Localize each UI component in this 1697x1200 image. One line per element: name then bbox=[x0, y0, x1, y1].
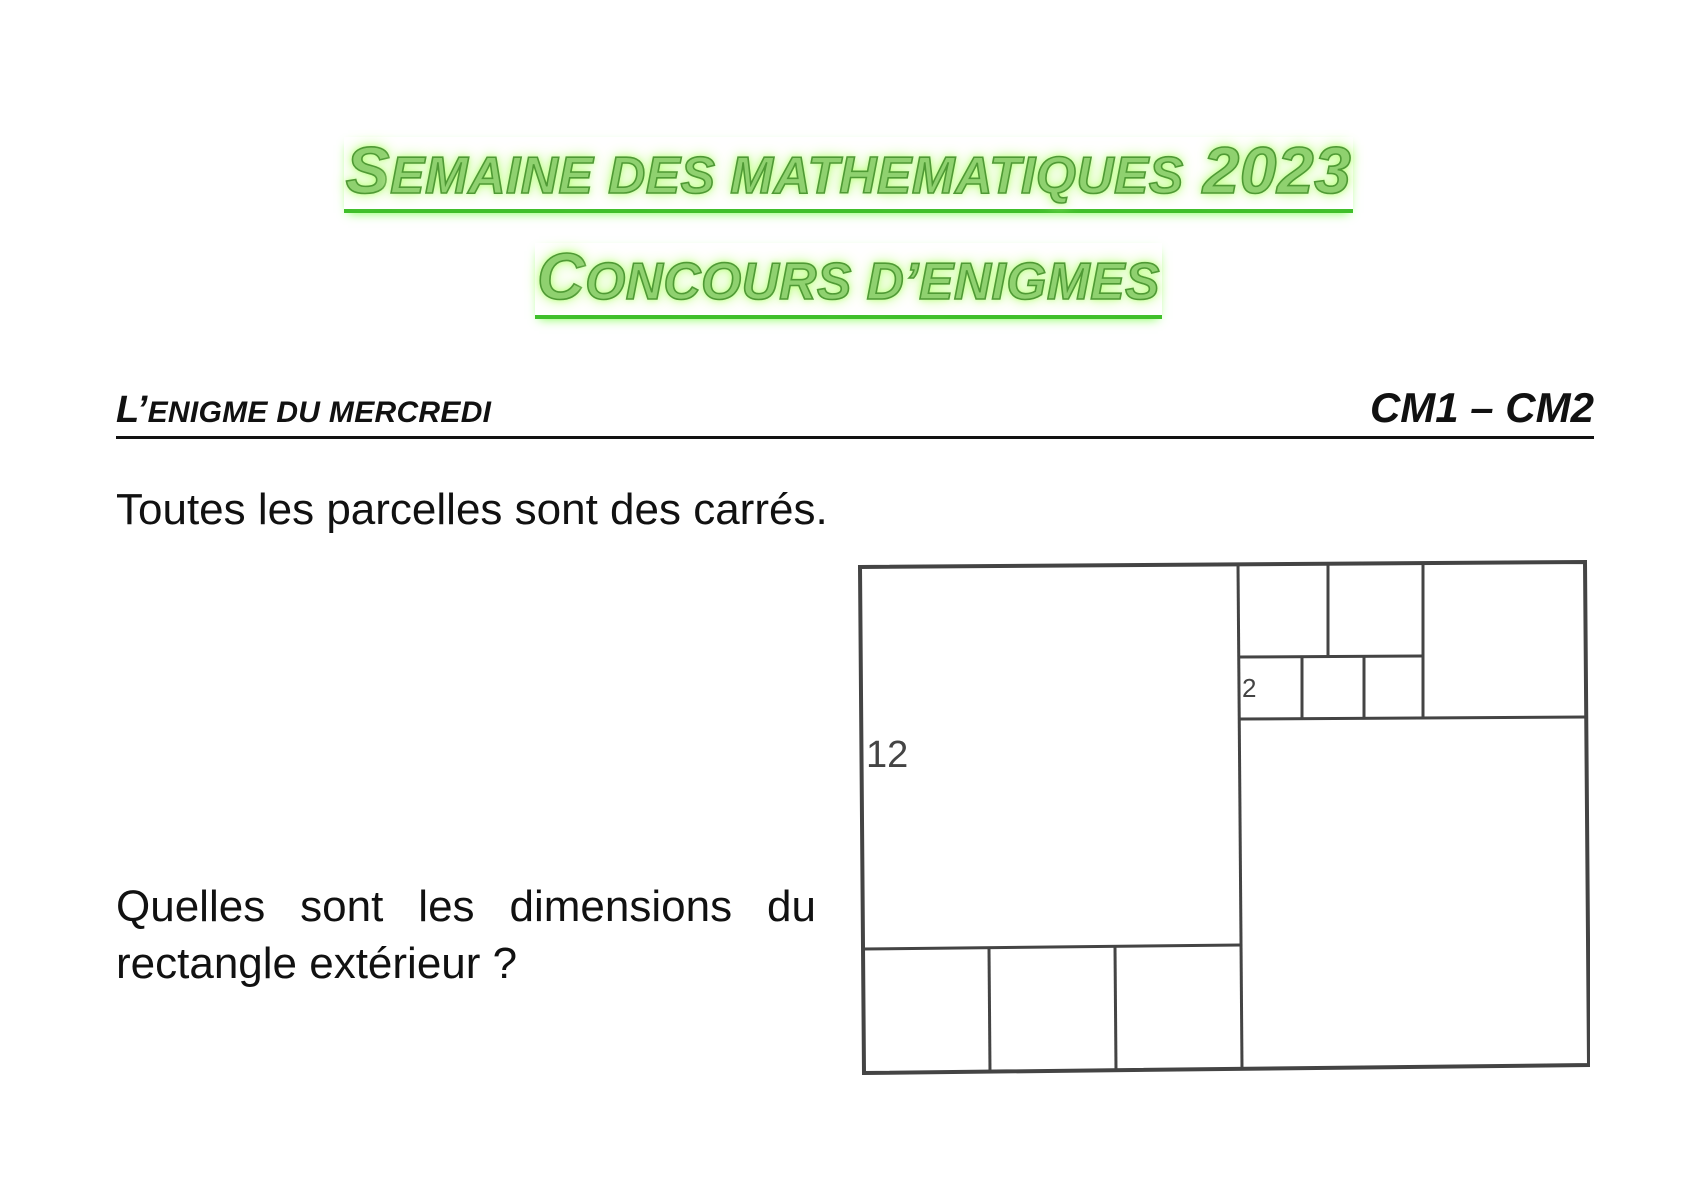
label-big-square: 12 bbox=[866, 734, 909, 776]
title-line-1-initial: S bbox=[345, 133, 391, 207]
level-label: CM1 – CM2 bbox=[1369, 384, 1594, 431]
label-small-square: 2 bbox=[1242, 673, 1257, 703]
title-line-1-rest: EMAINE DES MATHEMATIQUES bbox=[390, 146, 1184, 204]
section-header bbox=[116, 384, 1594, 439]
section-title-initial: L’ bbox=[116, 389, 148, 431]
title-line-1-year: 2023 bbox=[1202, 133, 1352, 207]
outer-rectangle bbox=[860, 562, 1589, 1073]
title-line-2-rest: ONCOURS D’ENIGMES bbox=[585, 252, 1160, 310]
title-line-2-initial: C bbox=[537, 239, 586, 313]
squares-diagram bbox=[850, 555, 1590, 1075]
section-title bbox=[116, 389, 491, 432]
problem-statement: Toutes les parcelles sont des carrés. bbox=[116, 485, 828, 534]
divider-vertical-main bbox=[1238, 564, 1242, 1068]
title-line-2 bbox=[0, 239, 1697, 319]
bottom-square-divider-1 bbox=[989, 948, 990, 1072]
title-line-1 bbox=[0, 133, 1697, 213]
top-right-horizontal bbox=[1239, 656, 1423, 657]
divider-horizontal-right bbox=[1239, 717, 1586, 719]
divider-horizontal-left bbox=[863, 945, 1241, 949]
bottom-square-divider-2 bbox=[1115, 947, 1116, 1070]
problem-question: Quelles sont les dimensions du rectangle extérieur ? bbox=[116, 882, 816, 988]
section-title-rest: ENIGME DU MERCREDI bbox=[147, 396, 492, 429]
